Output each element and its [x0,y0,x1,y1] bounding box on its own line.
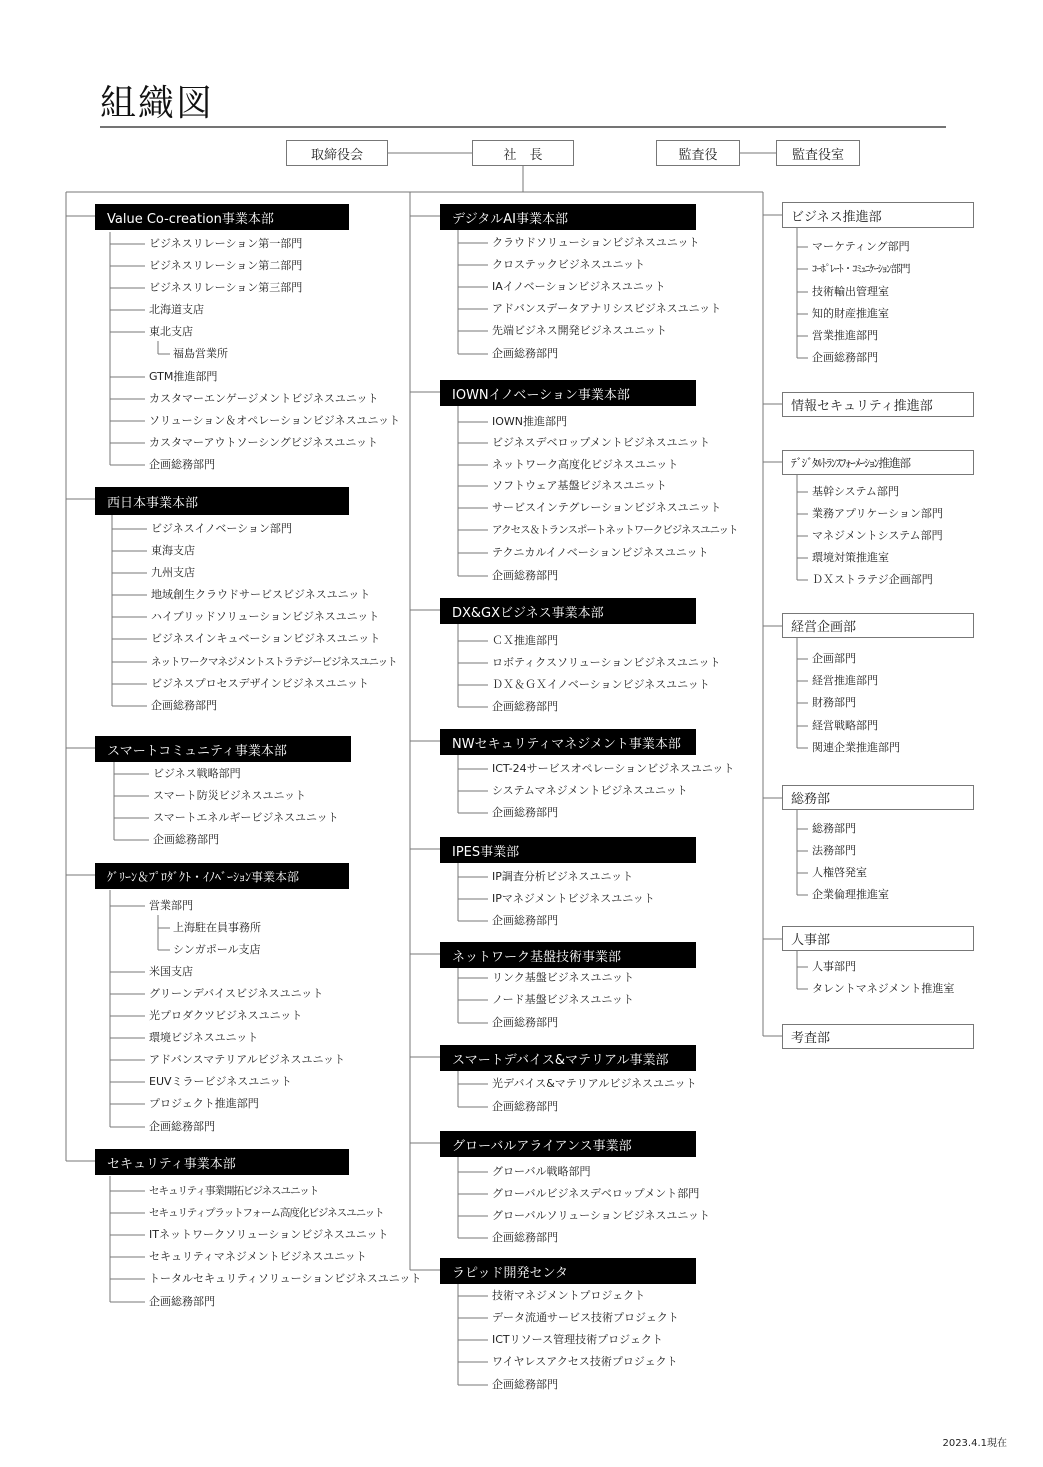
unit-label: 企画総務部門 [492,1231,558,1244]
unit-label: ITネットワークソリューションビジネスユニット [149,1228,389,1241]
unit-label: ＣＸ推進部門 [492,634,558,647]
unit-label: クロステックビジネスユニット [492,258,646,271]
unit-label: セキュリティマネジメントビジネスユニット [149,1250,367,1263]
unit-label: IPマネジメントビジネスユニット [492,892,655,905]
unit-label: 人権啓発室 [812,866,867,879]
unit-label: 光プロダクツビジネスユニット [149,1009,303,1022]
division-box: スマートデバイス&マテリアル事業部 [440,1045,696,1071]
unit-label: ネットワークマネジメントストラテジービジネスユニット [151,656,397,668]
unit-label: 福島営業所 [173,347,228,360]
division-box: セキュリティ事業本部 [95,1149,349,1175]
unit-label: 経営推進部門 [812,674,878,687]
unit-label: ロボティクスソリューションビジネスユニット [492,656,721,669]
division-box: スマートコミュニティ事業本部 [95,736,351,762]
unit-label: EUVミラービジネスユニット [149,1075,292,1088]
unit-label: ビジネスインキュベーションビジネスユニット [151,632,381,645]
unit-label: ICT-24サービスオペレーションビジネスユニット [492,762,735,775]
unit-label: 基幹システム部門 [812,485,899,498]
unit-label: スマート防災ビジネスユニット [153,789,307,802]
president-box: 社 長 [472,140,574,166]
department-box: ﾃﾞｼﾞﾀﾙﾄﾗﾝｽﾌｫｰﾒｰｼｮﾝ推進部 [782,450,974,475]
unit-label: リンク基盤ビジネスユニット [492,971,635,984]
unit-label: 企画総務部門 [153,833,219,846]
unit-label: ビジネス戦略部門 [153,767,241,780]
unit-label: 光デバイス&マテリアルビジネスユニット [492,1077,697,1090]
unit-label: プロジェクト推進部門 [149,1097,259,1110]
unit-label: アクセス＆トランスポートネットワークビジネスユニット [492,524,738,536]
unit-label: 企業倫理推進室 [812,888,889,901]
unit-label: 米国支店 [149,965,193,978]
unit-label: セキュリティプラットフォーム高度化ビジネスユニット [149,1207,384,1219]
unit-label: 人事部門 [812,960,856,973]
unit-label: 東北支店 [149,325,193,338]
unit-label: ハイブリッドソリューションビジネスユニット [151,610,380,623]
auditor-box: 監査役 [656,140,740,166]
unit-label: 北海道支店 [149,303,204,316]
unit-label: 財務部門 [812,696,856,709]
unit-label: タレントマネジメント推進室 [812,982,955,995]
unit-label: ビジネスリレーション第二部門 [149,259,303,272]
unit-label: 知的財産推進室 [812,307,889,320]
as-of-date: 2023.4.1現在 [942,1438,1007,1449]
unit-label: 企画総務部門 [492,1100,558,1113]
unit-label: ソフトウェア基盤ビジネスユニット [492,479,667,492]
department-box: 経営企画部 [782,613,974,638]
unit-label: GTM推進部門 [149,370,218,383]
unit-label: 九州支店 [151,566,195,579]
division-box: ｸﾞﾘｰﾝ＆ﾌﾟﾛﾀﾞｸﾄ・ｲﾉﾍﾞｰｼｮﾝ事業本部 [95,863,349,889]
unit-label: 上海駐在員事務所 [173,921,261,934]
unit-label: ノード基盤ビジネスユニット [492,993,634,1006]
division-box: ラピッド開発センタ [440,1258,696,1284]
unit-label: IP調査分析ビジネスユニット [492,870,634,883]
unit-label: 東海支店 [151,544,195,557]
department-box: 総務部 [782,785,974,810]
unit-label: グリーンデバイスビジネスユニット [149,987,324,1000]
unit-label: シンガポール支店 [173,943,261,956]
unit-label: 技術マネジメントプロジェクト [492,1289,646,1302]
unit-label: 企画総務部門 [492,1016,558,1029]
department-box: 考査部 [782,1024,974,1049]
unit-label: 経営戦略部門 [812,719,878,732]
unit-label: 環境対策推進室 [812,551,889,564]
unit-label: 技術輸出管理室 [812,285,889,298]
unit-label: スマートエネルギービジネスユニット [153,811,339,824]
unit-label: 企画総務部門 [149,458,215,471]
unit-label: ＤＸストラテジ企画部門 [812,573,933,586]
division-box: NWセキュリティマネジメント事業本部 [440,729,696,755]
unit-label: 営業推進部門 [812,329,878,342]
unit-label: 企画総務部門 [812,351,878,364]
unit-label: 企画総務部門 [492,1378,558,1391]
unit-label: ネットワーク高度化ビジネスユニット [492,458,679,471]
unit-label: 企画総務部門 [149,1120,215,1133]
unit-label: システムマネジメントビジネスユニット [492,784,688,797]
unit-label: サービスインテグレーションビジネスユニット [492,501,722,514]
unit-label: ソリューション＆オペレーションビジネスユニット [149,414,401,427]
unit-label: トータルセキュリティソリューションビジネスユニット [149,1272,422,1285]
unit-label: 企画総務部門 [492,806,558,819]
unit-label: ビジネスプロセスデザインビジネスユニット [151,677,369,690]
unit-label: 企画総務部門 [492,569,558,582]
unit-label: 環境ビジネスユニット [149,1031,259,1044]
unit-label: カスタマーエンゲージメントビジネスユニット [149,392,379,405]
unit-label: マネジメントシステム部門 [812,529,943,542]
unit-label: 関連企業推進部門 [812,741,900,754]
division-box: DX&GXビジネス事業本部 [440,598,696,624]
department-box: 人事部 [782,926,974,951]
unit-label: 先端ビジネス開発ビジネスユニット [492,324,667,337]
unit-label: アドバンスデータアナリシスビジネスユニット [492,302,722,315]
unit-label: IOWN推進部門 [492,415,568,428]
page-title: 組織図 [100,83,215,124]
unit-label: マーケティング部門 [812,240,910,253]
unit-label: 地域創生クラウドサービスビジネスユニット [151,588,371,601]
department-box: 情報セキュリティ推進部 [782,392,974,417]
division-box: ネットワーク基盤技術事業部 [440,942,696,968]
unit-label: 業務アプリケーション部門 [812,507,943,520]
division-box: グローバルアライアンス事業部 [440,1131,696,1157]
unit-label: セキュリティ事業開拓ビジネスユニット [149,1185,319,1197]
unit-label: 企画総務部門 [492,914,558,927]
division-box: 西日本事業本部 [95,487,349,515]
unit-label: 企画部門 [812,652,856,665]
unit-label: グローバルソリューションビジネスユニット [492,1209,710,1222]
unit-label: ＤＸ＆ＧＸイノベーションビジネスユニット [492,678,710,691]
unit-label: データ流通サービス技術プロジェクト [492,1311,679,1324]
department-box: ビジネス推進部 [782,202,974,228]
unit-label: クラウドソリューションビジネスユニット [492,236,700,249]
division-box: Value Co-creation事業本部 [95,204,349,230]
unit-label: 企画総務部門 [151,699,217,712]
division-box: デジタルAI事業本部 [440,204,696,230]
division-box: IOWNイノベーション事業本部 [440,380,696,406]
division-box: IPES事業部 [440,837,696,863]
unit-label: 法務部門 [812,844,856,857]
unit-label: 総務部門 [812,822,856,835]
unit-label: ビジネスデベロップメントビジネスユニット [492,436,711,449]
board-box: 取締役会 [286,140,388,166]
unit-label: 企画総務部門 [149,1295,215,1308]
unit-label: グローバルビジネスデベロップメント部門 [492,1187,700,1200]
unit-label: 営業部門 [149,899,193,912]
unit-label: ビジネスイノベーション部門 [151,522,292,535]
unit-label: グローバル戦略部門 [492,1165,591,1178]
unit-label: ワイヤレスアクセス技術プロジェクト [492,1355,678,1368]
unit-label: カスタマーアウトソーシングビジネスユニット [149,436,378,449]
unit-label: IAイノベーションビジネスユニット [492,280,666,293]
unit-label: ｺｰﾎﾟﾚｰﾄ・ｺﾐｭﾆｹｰｼｮﾝ部門 [812,263,910,275]
unit-label: ビジネスリレーション第三部門 [149,281,303,294]
unit-label: アドバンスマテリアルビジネスユニット [149,1053,346,1066]
unit-label: ICTリソース管理技術プロジェクト [492,1333,663,1346]
unit-label: ビジネスリレーション第一部門 [149,237,303,250]
unit-label: テクニカルイノベーションビジネスユニット [492,546,709,559]
unit-label: 企画総務部門 [492,700,558,713]
audit-office-box: 監査役室 [776,140,860,166]
unit-label: 企画総務部門 [492,347,558,360]
